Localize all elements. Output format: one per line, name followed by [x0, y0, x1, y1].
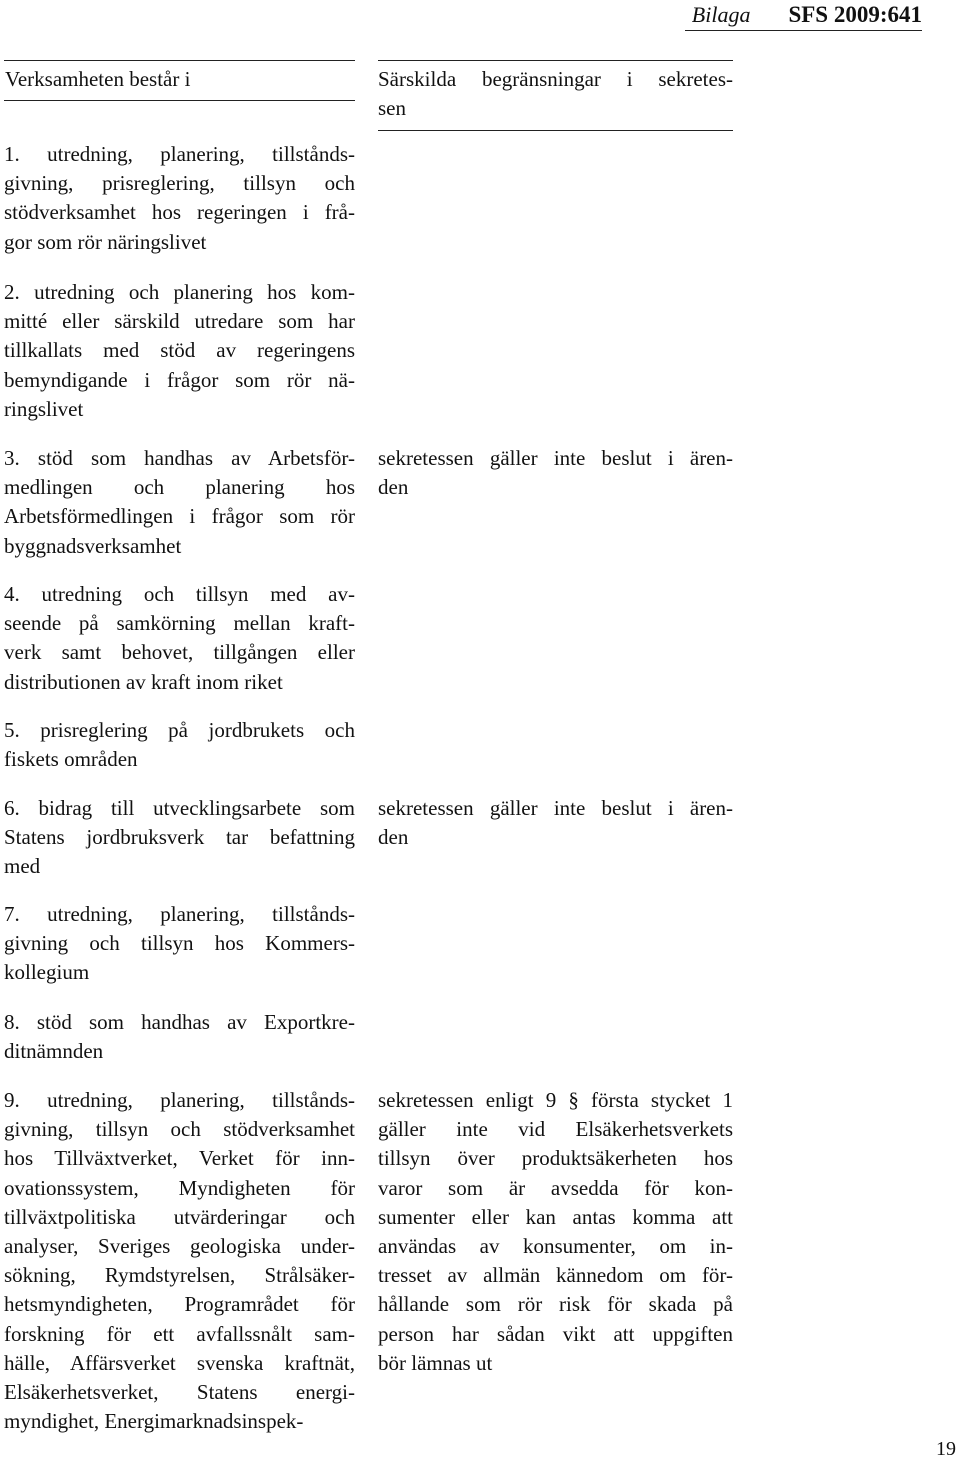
- header-bilaga: Bilaga: [691, 2, 751, 27]
- right-column-heading-line: sen: [378, 96, 406, 120]
- right-column-heading-rule: [378, 130, 733, 131]
- activity-paragraph: [4, 140, 355, 257]
- activity-line: Elsäkerhetsverket, Statens energi-: [4, 1380, 355, 1405]
- restriction-line: hållande som rör risk för skada på: [378, 1292, 733, 1317]
- activity-line: 6. bidrag till utvecklingsarbete som: [4, 796, 355, 820]
- restriction-line: den: [378, 475, 409, 500]
- activity-line: ovationssystem, Myndigheten för: [4, 1175, 355, 1200]
- activity-line: tillväxtpolitiska utvärderingar och: [4, 1204, 355, 1229]
- activity-line: stödverksamhet hos regeringen i frå-: [4, 200, 355, 225]
- activity-paragraph: [4, 278, 355, 424]
- restriction-line: tresset av allmän kännedom om för-: [378, 1263, 733, 1288]
- activity-line: verk samt behovet, tillgången eller: [4, 640, 355, 665]
- activity-line: fiskets områden: [4, 747, 138, 772]
- activity-line: seende på samkörning mellan kraft-: [4, 611, 355, 636]
- activity-line: hos Tillväxtverket, Verket för inn-: [4, 1146, 355, 1171]
- restriction-line: sumenter eller kan antas komma att: [378, 1204, 733, 1229]
- restriction-paragraph: [378, 444, 733, 502]
- restriction-line: sekretessen gäller inte beslut i ären-: [378, 796, 733, 820]
- activity-paragraph: [4, 716, 355, 774]
- activity-line: 7. utredning, planering, tillstånds-: [4, 902, 355, 926]
- activity-paragraph: [4, 444, 355, 561]
- restriction-paragraph: [378, 1086, 733, 1378]
- activity-line: ringslivet: [4, 396, 84, 421]
- activity-line: tillkallats med stöd av regeringens: [4, 338, 355, 363]
- activity-line: givning, tillsyn och stödverksamhet: [4, 1117, 355, 1142]
- activity-line: distributionen av kraft inom riket: [4, 669, 283, 694]
- activity-line: medlingen och planering hos: [4, 475, 355, 500]
- activity-paragraph: [4, 1086, 355, 1436]
- activity-line: forskning för ett avfallssnålt sam-: [4, 1321, 355, 1346]
- restriction-line: tillsyn över produktsäkerheten hos: [378, 1146, 733, 1171]
- activity-line: Arbetsförmedlingen i frågor som rör: [4, 504, 355, 529]
- activity-paragraph: [4, 580, 355, 697]
- restriction-line: person har sådan vikt att uppgiften: [378, 1321, 733, 1346]
- restriction-line: sekretessen enligt 9 § första stycket 1: [378, 1088, 733, 1112]
- activity-line: 5. prisreglering på jordbrukets och: [4, 718, 355, 742]
- restriction-line: bör lämnas ut: [378, 1350, 493, 1375]
- activity-line: gor som rör näringslivet: [4, 229, 207, 254]
- header-sfs-number: SFS 2009:641: [788, 2, 922, 27]
- left-column-heading-rule: [4, 100, 355, 101]
- activity-line: myndighet, Energimarknadsinspek-: [4, 1409, 304, 1434]
- restriction-line: den: [378, 825, 409, 850]
- activity-line: med: [4, 854, 41, 879]
- activity-line: Statens jordbruksverk tar befattning: [4, 825, 355, 850]
- activity-line: ditnämnden: [4, 1039, 104, 1064]
- activity-line: givning och tillsyn hos Kommers-: [4, 931, 355, 956]
- activity-line: bemyndigande i frågor som rör nä-: [4, 367, 355, 392]
- right-column-heading: [378, 65, 733, 123]
- activity-line: hetsmyndigheten, Programrådet för: [4, 1292, 355, 1317]
- restriction-line: varor som är avsedda för kon-: [378, 1175, 733, 1200]
- activity-line: sökning, Rymdstyrelsen, Strålsäker-: [4, 1263, 355, 1288]
- activity-line: givning, prisreglering, tillsyn och: [4, 171, 355, 196]
- activity-line: analyser, Sveriges geologiska under-: [4, 1234, 355, 1259]
- restriction-line: sekretessen gäller inte beslut i ären-: [378, 446, 733, 470]
- page-header: [692, 0, 922, 30]
- activity-paragraph: [4, 794, 355, 882]
- restriction-paragraph: [378, 794, 733, 852]
- page-number: 19: [936, 1438, 956, 1460]
- activity-line: 3. stöd som handhas av Arbetsför-: [4, 446, 355, 470]
- header-rule: [685, 30, 922, 31]
- activity-line: kollegium: [4, 960, 90, 985]
- activity-line: 2. utredning och planering hos kom-: [4, 280, 355, 304]
- restriction-line: användas av konsumenter, om in-: [378, 1234, 733, 1259]
- activity-line: byggnadsverksamhet: [4, 533, 182, 558]
- restriction-line: gäller inte vid Elsäkerhetsverkets: [378, 1117, 733, 1142]
- left-column-heading: Verksamheten består i: [5, 67, 191, 91]
- activity-line: hälle, Affärsverket svenska kraftnät,: [4, 1350, 355, 1375]
- right-column-top-rule: [378, 60, 733, 61]
- activity-line: 8. stöd som handhas av Exportkre-: [4, 1010, 355, 1034]
- activity-line: 9. utredning, planering, tillstånds-: [4, 1088, 355, 1112]
- right-column-heading-line: Särskilda begränsningar i sekretes-: [378, 67, 733, 91]
- activity-line: mitté eller särskild utredare som har: [4, 309, 355, 334]
- activity-paragraph: [4, 1008, 355, 1066]
- activity-line: 4. utredning och tillsyn med av-: [4, 582, 355, 606]
- left-column-top-rule: [4, 60, 355, 61]
- activity-paragraph: [4, 900, 355, 988]
- activity-line: 1. utredning, planering, tillstånds-: [4, 142, 355, 166]
